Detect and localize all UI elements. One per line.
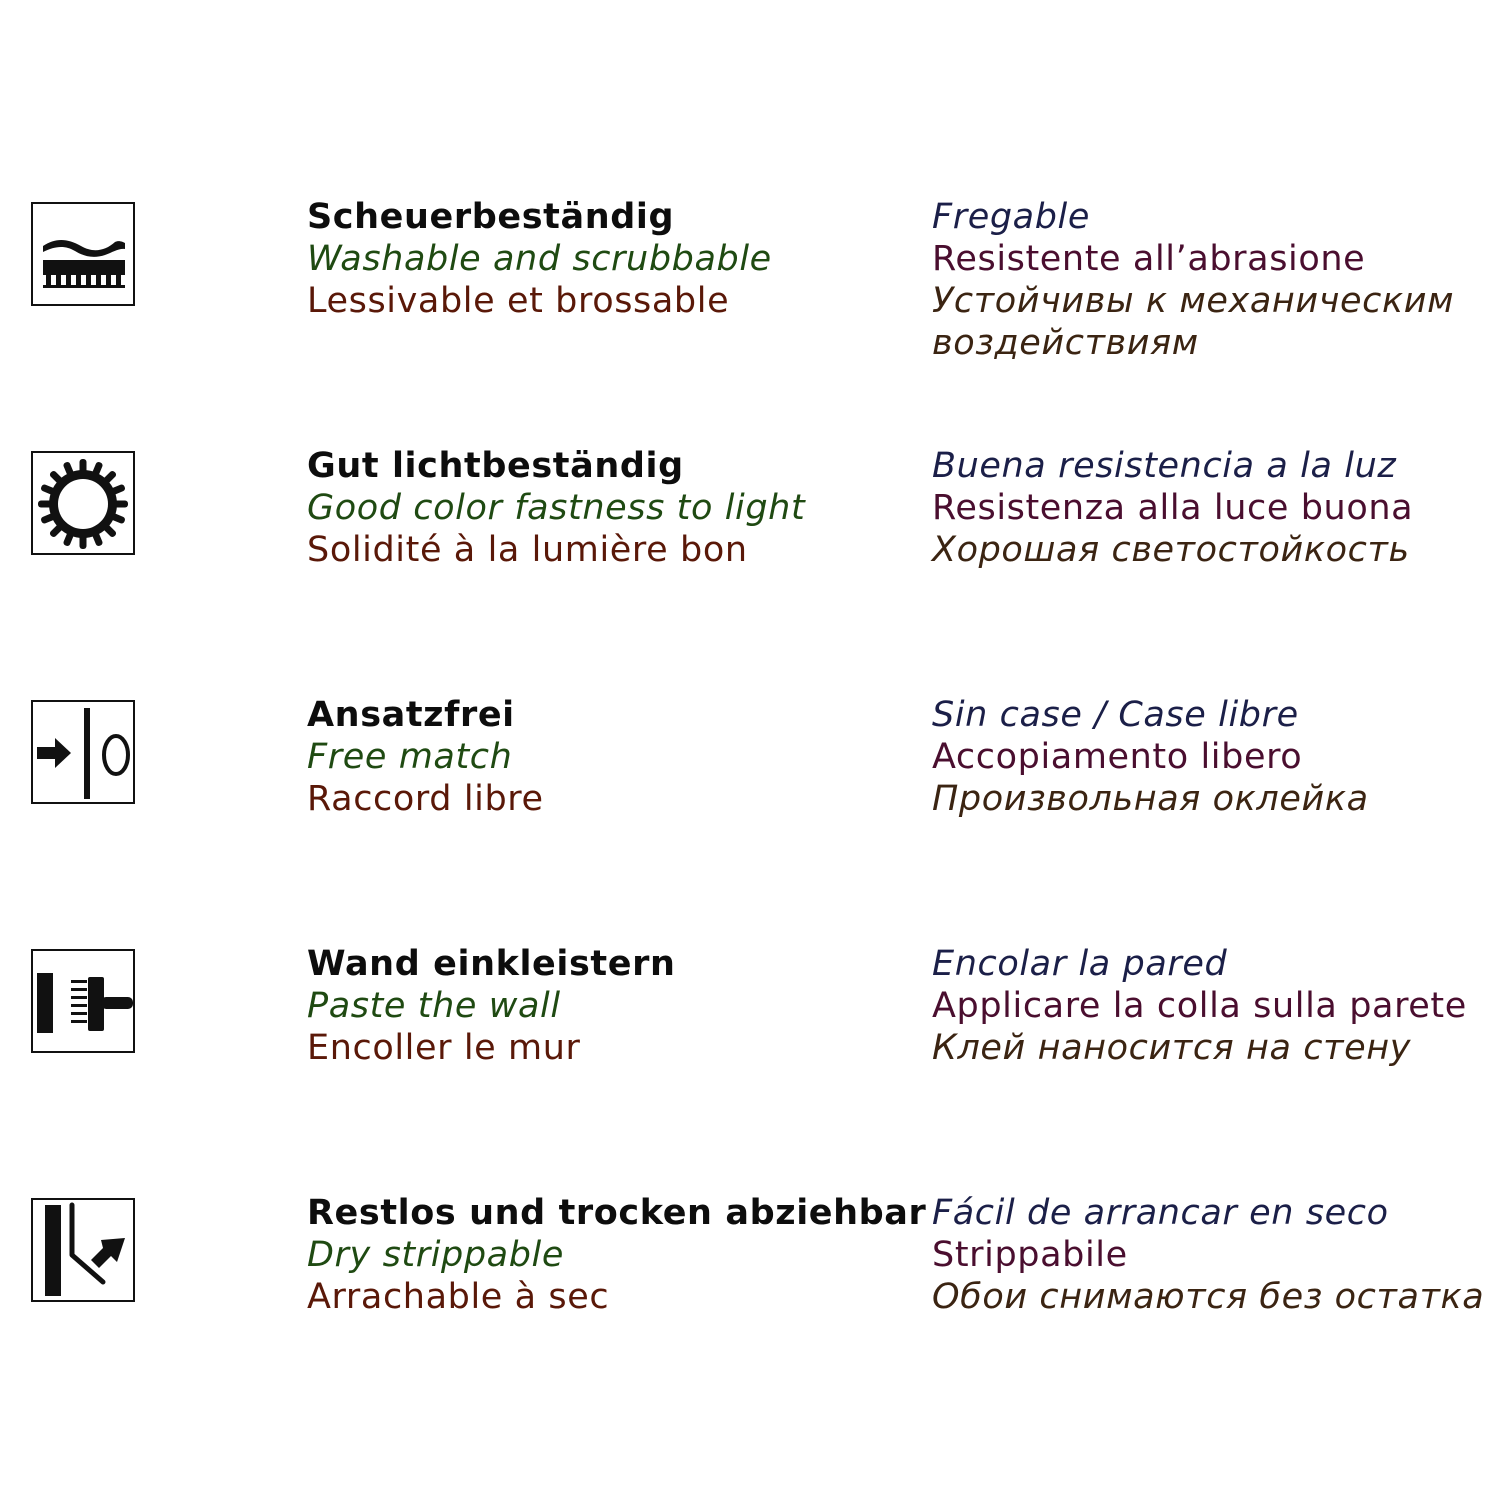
paste-the-wall-icon	[31, 949, 135, 1053]
spanish-label: Fregable	[932, 197, 1090, 237]
english-label: Free match	[307, 737, 513, 777]
italian-label: Accopiamento libero	[932, 737, 1303, 777]
feature-text-primary	[307, 694, 544, 820]
feature-text-secondary	[932, 694, 1369, 820]
italian-label: Resistenza alla luce buona	[932, 488, 1414, 528]
german-label: Scheuerbeständig	[307, 197, 675, 237]
russian-label: Клей наносится на стену	[932, 1028, 1412, 1068]
russian-label: Произвольная оклейка	[932, 779, 1369, 819]
russian-label-continued: воздействиям	[932, 323, 1199, 363]
washable-scrubbable-icon	[31, 202, 135, 306]
feature-text-primary	[307, 196, 772, 322]
german-label: Restlos und trocken abziehbar	[307, 1193, 927, 1233]
french-label: Encoller le mur	[307, 1028, 581, 1068]
german-label: Ansatzfrei	[307, 695, 515, 735]
italian-label: Applicare la colla sulla parete	[932, 986, 1467, 1026]
light-fastness-sun-icon	[31, 451, 135, 555]
spanish-label: Buena resistencia a la luz	[932, 446, 1397, 486]
english-label: Paste the wall	[307, 986, 561, 1026]
feature-text-secondary	[932, 445, 1413, 571]
french-label: Arrachable à sec	[307, 1277, 610, 1317]
german-label: Gut lichtbeständig	[307, 446, 684, 486]
english-label: Washable and scrubbable	[307, 239, 772, 279]
spanish-label: Encolar la pared	[932, 944, 1228, 984]
feature-text-secondary	[932, 943, 1467, 1069]
russian-label: Устойчивы к механическим	[932, 281, 1455, 321]
spanish-label: Fácil de arrancar en seco	[932, 1193, 1389, 1233]
feature-text-secondary	[932, 1192, 1484, 1318]
english-label: Good color fastness to light	[307, 488, 806, 528]
free-match-icon	[31, 700, 135, 804]
feature-text-primary	[307, 943, 675, 1069]
feature-text-primary	[307, 445, 805, 571]
french-label: Lessivable et brossable	[307, 281, 730, 321]
french-label: Solidité à la lumière bon	[307, 530, 748, 570]
french-label: Raccord libre	[307, 779, 544, 819]
german-label: Wand einkleistern	[307, 944, 676, 984]
feature-text-secondary	[932, 196, 1454, 364]
spanish-label: Sin case / Case libre	[932, 695, 1299, 735]
italian-label: Resistente all’abrasione	[932, 239, 1366, 279]
russian-label: Обои снимаются без остатка	[932, 1277, 1485, 1317]
italian-label: Strippabile	[932, 1235, 1128, 1275]
feature-text-primary	[307, 1192, 926, 1318]
dry-strippable-icon	[31, 1198, 135, 1302]
russian-label: Хорошая светостойкость	[932, 530, 1410, 570]
english-label: Dry strippable	[307, 1235, 565, 1275]
